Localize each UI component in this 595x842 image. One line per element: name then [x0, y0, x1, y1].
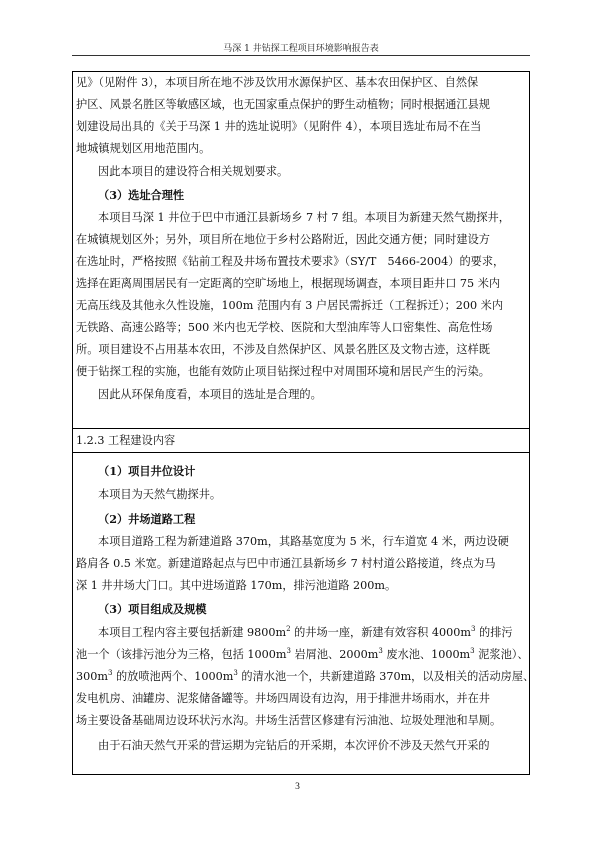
paragraph-line: 本项目道路工程为新建道路 370m，其路基宽度为 5 米，行车道宽 4 米，两边设硬	[98, 535, 509, 548]
paragraph-line: 划建设局出具的《关于马深 1 井的选址说明》（见附件 4），本项目选址布局不在当	[76, 120, 482, 133]
section-heading: 1.2.3 工程建设内容	[76, 434, 176, 447]
paragraph-line: 选择在距离周围居民有一定距离的空旷场地上，根据现场调查，本项目距井口 75 米内	[76, 277, 501, 290]
section-divider-top	[72, 428, 530, 429]
paragraph-line: 所。项目建设不占用基本农田，不涉及自然保护区、风景名胜区及文物古迹，这样既	[76, 343, 490, 356]
paragraph-line: 由于石油天然气开采的营运期为完钻后的开采期，本次评价不涉及天然气开采的	[98, 739, 490, 752]
section-divider-bottom	[72, 452, 530, 453]
paragraph-line: 因此本项目的建设符合相关规划要求。	[98, 165, 289, 178]
paragraph-line: 因此从环保角度看，本项目的选址是合理的。	[98, 388, 322, 401]
subheading-site-selection: （3）选址合理性	[98, 188, 185, 202]
page-header: 马深 1 井钻探工程项目环境影响报告表	[223, 44, 379, 54]
subheading-well-design: （1）项目井位设计	[98, 464, 196, 478]
paragraph-line: 本项目工程内容主要包括新建 $9800m^2$ 的井场一座，新建有效容积 $4000m^3$ 的排污	[98, 625, 513, 639]
page-number: 3	[295, 782, 300, 792]
paragraph-line: 池一个（该排污池分为三格，包括 $1000m^3$ 岩屑池、$2000m^3$ 废水池、$1000m^3$ 泥浆池）、	[76, 647, 529, 661]
header-rule	[72, 55, 530, 56]
paragraph-line: 发电机房、油罐房、泥浆储备罐等。井场四周设有边沟，用于排泄井场雨水，并在井	[76, 692, 490, 705]
paragraph-line: 地城镇规划区用地范围内。	[76, 142, 211, 155]
paragraph-line: 见》（见附件 3），本项目所在地不涉及饮用水源保护区、基本农田保护区、自然保	[76, 76, 479, 89]
paragraph-line: 场主要设备基础周边设环状污水沟。井场生活营区修建有污油池、垃圾处理池和旱厕。	[76, 714, 502, 727]
paragraph-line: 本项目马深 1 井位于巴中市通江县新场乡 7 村 7 组。本项目为新建天然气勘探井，	[98, 211, 510, 224]
paragraph-line: 在选址时，严格按照《钻前工程及井场布置技术要求》（SY/T 5466-2004）的要求，	[76, 255, 505, 268]
paragraph-line: $300m^3$ 的放喷池两个、$1000m^3$ 的清水池一个，共新建道路 370m，以及相关的活动房屋、	[76, 669, 535, 683]
subheading-project-scale: （3）项目组成及规模	[98, 602, 207, 616]
paragraph-line: 无铁路、高速公路等；500 米内也无学校、医院和大型油库等人口密集性、高危性场	[76, 321, 493, 334]
subheading-road-works: （2）井场道路工程	[98, 512, 196, 526]
paragraph-line: 路肩各 0.5 米宽。新建道路起点与巴中市通江县新场乡 7 村村道公路接道，终点为马	[76, 557, 496, 570]
paragraph-line: 深 1 井井场大门口。其中进场道路 170m，排污池道路 200m。	[76, 579, 397, 592]
paragraph-line: 在城镇规划区外；另外，项目所在地位于乡村公路附近，因此交通方便；同时建设方	[76, 233, 490, 246]
paragraph-line: 本项目为天然气勘探井。	[98, 488, 222, 501]
paragraph-line: 便于钻探工程的实施，也能有效防止项目钻探过程中对周围环境和居民产生的污染。	[76, 365, 490, 378]
paragraph-line: 护区、风景名胜区等敏感区域，也无国家重点保护的野生动植物；同时根据通江县规	[76, 98, 490, 111]
paragraph-line: 无高压线及其他永久性设施，100m 范围内有 3 户居民需拆迁（工程拆迁）；200 米内	[76, 299, 504, 312]
